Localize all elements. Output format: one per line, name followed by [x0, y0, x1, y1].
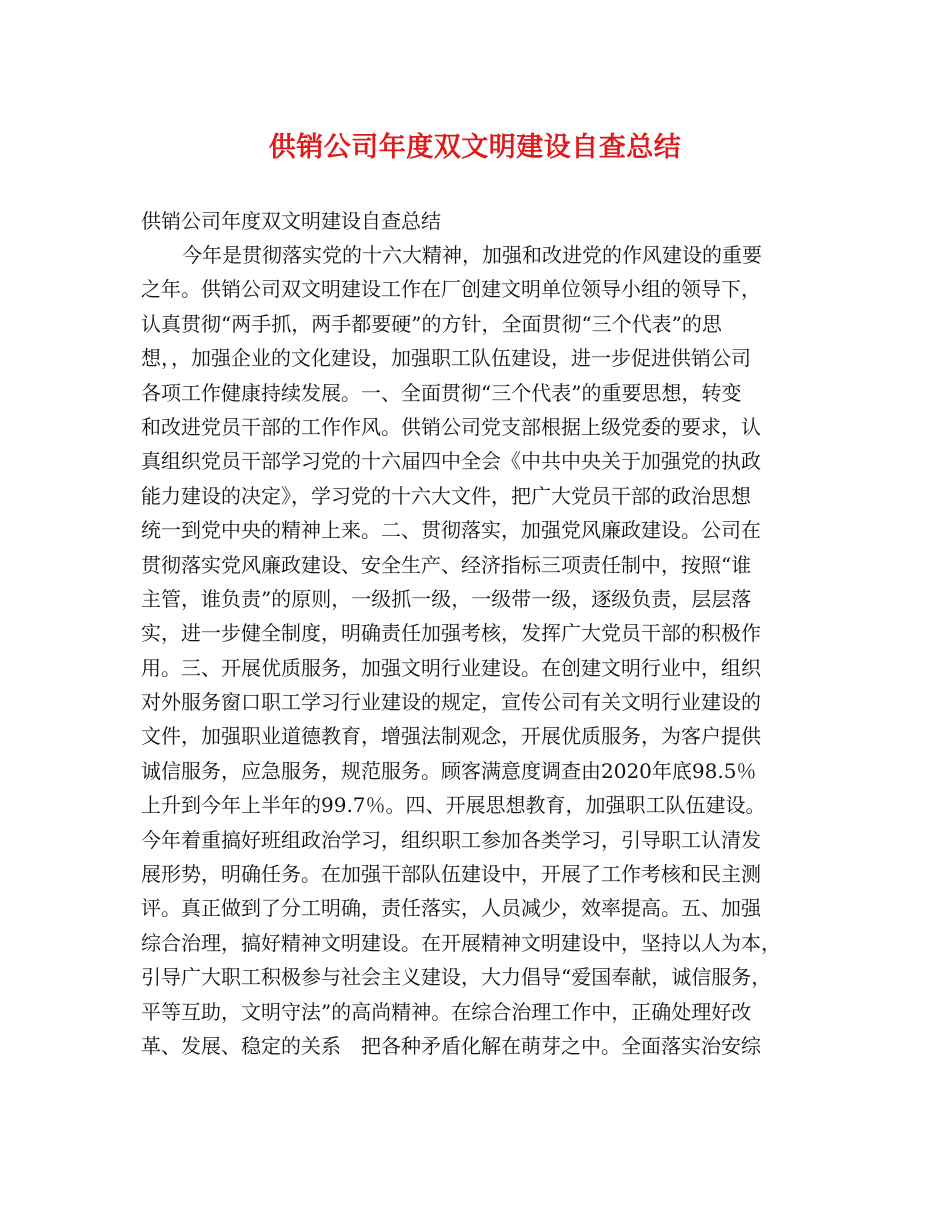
body-line: 用。三、开展优质服务，加强文明行业建设。在创建文明行业中，组织	[141, 655, 761, 680]
body-line: 评。真正做到了分工明确，责任落实，人员减少，效率提高。五、加强	[141, 896, 761, 921]
body-line: 和改进党员干部的工作作风。供销公司党支部根据上级党委的要求，认	[141, 414, 761, 439]
body-line: 之年。供销公司双文明建设工作在厂创建文明单位领导小组的领导下，	[141, 277, 761, 302]
body-line: 贯彻落实党风廉政建设、安全生产、经济指标三项责任制中，按照“谁	[141, 552, 752, 577]
body-line: 各项工作健康持续发展。一、全面贯彻“三个代表”的重要思想，转变	[141, 380, 742, 405]
body-line: 上升到今年上半年的99.7％。四、开展思想教育，加强职工队伍建设。	[141, 793, 766, 818]
body-line: 认真贯彻“两手抓，两手都要硬”的方针，全面贯彻“三个代表”的思	[141, 311, 722, 336]
body-line: 主管，谁负责”的原则，一级抓一级，一级带一级，逐级负责，层层落	[141, 586, 752, 611]
body-line: 综合治理，搞好精神文明建设。在开展精神文明建设中，坚持以人为本，	[141, 930, 781, 955]
body-line: 诚信服务，应急服务，规范服务。顾客满意度调查由2020年底98.5％	[141, 758, 757, 783]
body-line: 想，，加强企业的文化建设，加强职工队伍建设，进一步促进供销公司	[141, 346, 751, 371]
body-line: 文件，加强职业道德教育，增强法制观念，开展优质服务，为客户提供	[141, 724, 761, 749]
document-subtitle: 供销公司年度双文明建设自查总结	[141, 209, 441, 233]
body-line: 平等互助，文明守法”的高尚精神。在综合治理工作中，正确处理好改	[141, 999, 752, 1024]
document-title: 供销公司年度双文明建设自查总结	[268, 132, 682, 163]
body-line: 统一到党中央的精神上来。二、贯彻落实，加强党风廉政建设。公司在	[141, 518, 761, 543]
body-line: 今年着重搞好班组政治学习，组织职工参加各类学习，引导职工认清发	[141, 827, 761, 852]
body-line: 真组织党员干部学习党的十六届四中全会《中共中央关于加强党的执政	[141, 449, 761, 474]
body-line: 对外服务窗口职工学习行业建设的规定，宣传公司有关文明行业建设的	[141, 690, 761, 715]
body-line: 引导广大职工积极参与社会主义建设，大力倡导“爱国奉献，诚信服务，	[141, 965, 772, 990]
body-line: 展形势，明确任务。在加强干部队伍建设中，开展了工作考核和民主测	[141, 862, 761, 887]
body-line: 能力建设的决定》，学习党的十六大文件，把广大党员干部的政治思想	[141, 483, 751, 508]
body-line: 实，进一步健全制度，明确责任加强考核，发挥广大党员干部的积极作	[141, 621, 761, 646]
body-line: 革、发展、稳定的关系 把各种矛盾化解在萌芽之中。全面落实治安综	[141, 1033, 761, 1058]
document-body	[141, 238, 841, 1063]
body-line: 今年是贯彻落实党的十六大精神，加强和改进党的作风建设的重要	[182, 243, 762, 267]
